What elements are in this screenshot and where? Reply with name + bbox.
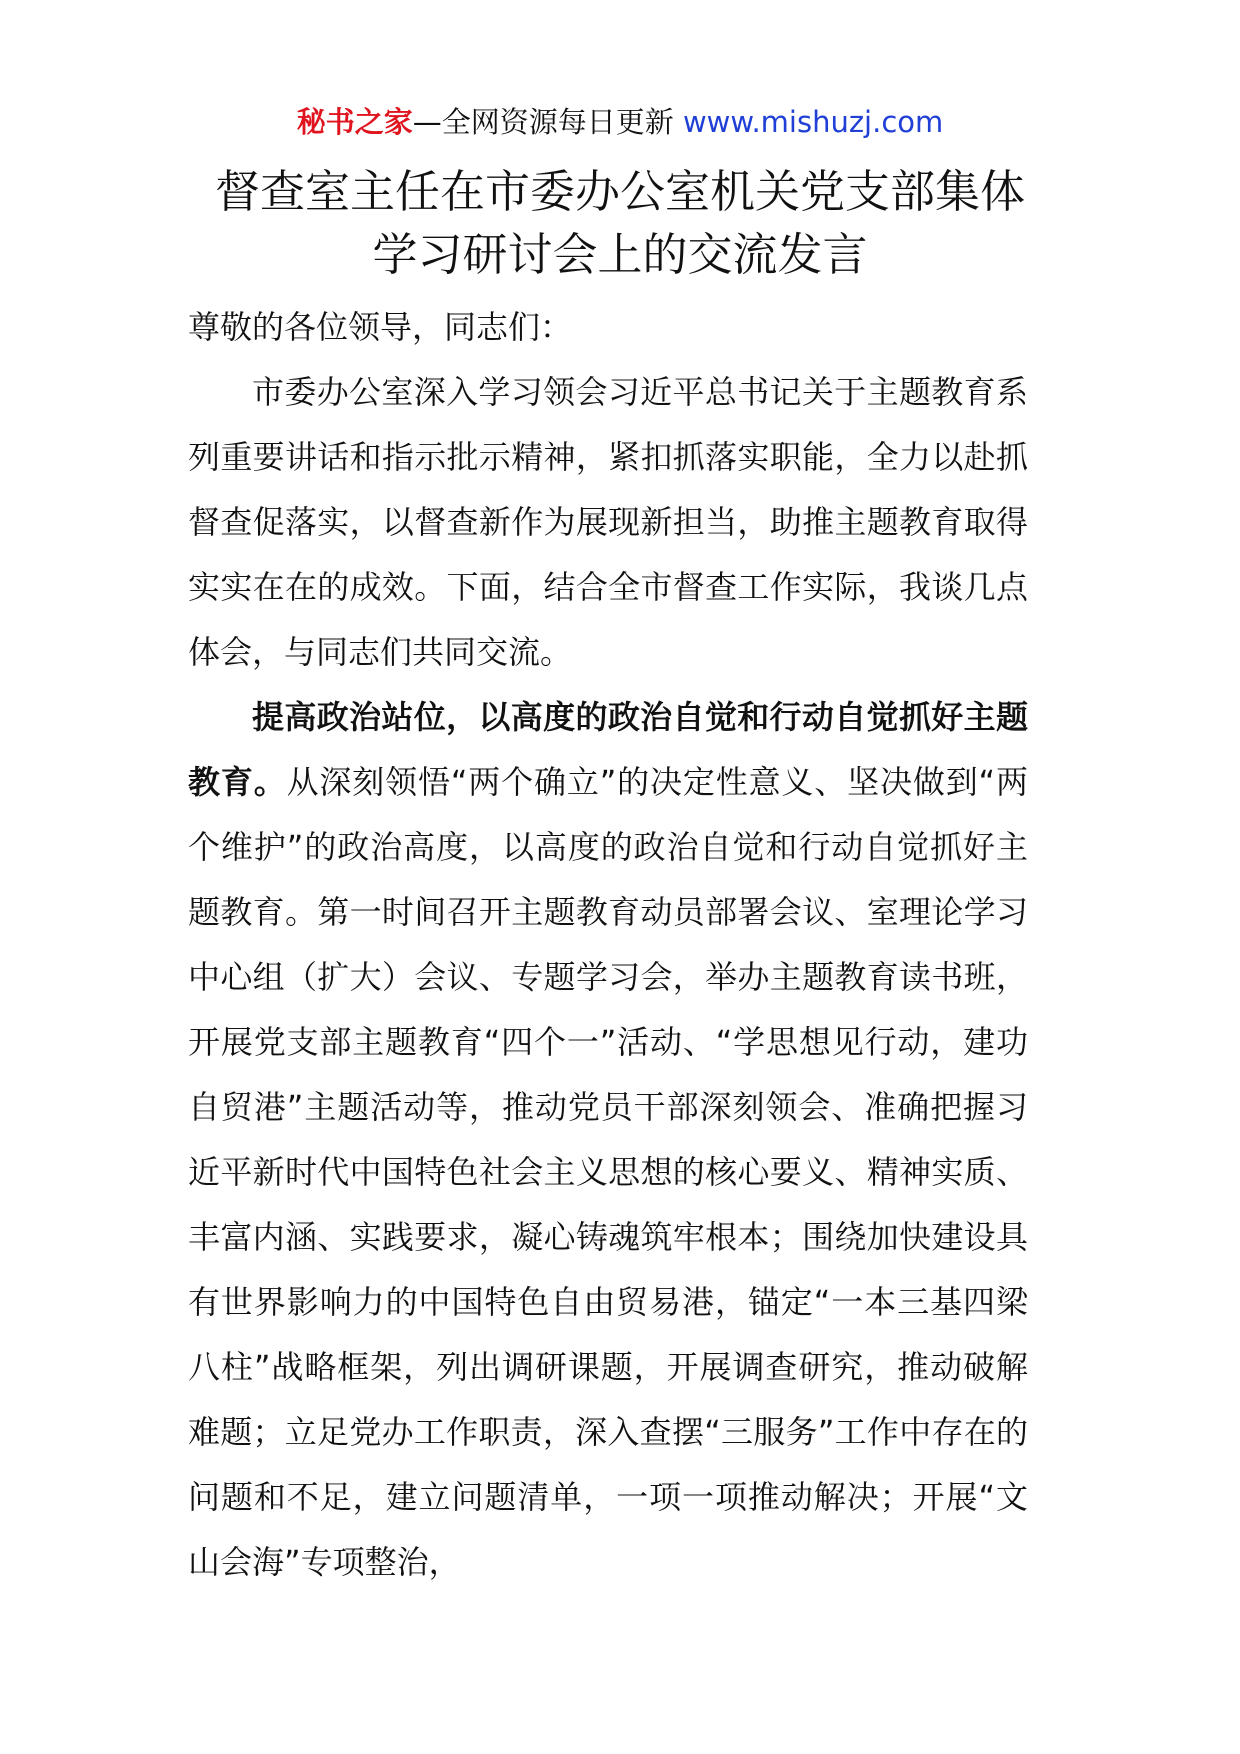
- section-1-heading: 提高政治站位，以高度的政治自觉和行动自觉抓好主题教育。: [188, 698, 1028, 801]
- document-title-line-2: 学习研讨会上的交流发言: [372, 228, 868, 281]
- site-slogan: —全网资源每日更新: [412, 105, 683, 139]
- site-banner: [0, 102, 1240, 142]
- document-title: [150, 160, 1090, 286]
- document-title-line-1: 督查室主任在市委办公室机关党支部集体: [214, 165, 1025, 218]
- intro-paragraph: 市委办公室深入学习领会习近平总书记关于主题教育系列重要讲话和指示批示精神，紧扣抓落实职能，全力以赴抓督查促落实，以督查新作为展现新担当，助推主题教育取得实实在在的成效。下面，结合全市督查工作实际，我谈几点体会，与同志们共同交流。: [188, 373, 1028, 671]
- salutation: 尊敬的各位领导，同志们：: [188, 308, 573, 346]
- document-body: [188, 295, 1028, 1595]
- section-1-paragraph: [188, 685, 1028, 1595]
- site-url-link[interactable]: www.mishuzj.com: [682, 105, 944, 139]
- site-brand: 秘书之家: [296, 105, 413, 139]
- section-1-body: 从深刻领悟“两个确立”的决定性意义、坚决做到“两个维护”的政治高度，以高度的政治自觉和行动自觉抓好主题教育。第一时间召开主题教育动员部署会议、室理论学习中心组（扩大）会议、专题学习会，举办主题教育读书班，开展党支部主题教育“四个一”活动、“学思想见行动，建功自贸港”主题活动等，推动党员干部深刻领会、准确把握习近平新时代中国特色社会主义思想的核心要义、精神实质、丰富内涵、实践要求，凝心铸魂筑牢根本；围绕加快建设具有世界影响力的中国特色自由贸易港，锚定“一本三基四梁八柱”战略框架，列出调研课题，开展调查研究，推动破解难题；立足党办工作职责，深入查摆“三服务”工作中存在的问题和不足，建立问题清单，一项一项推动解决；开展“文山会海”专项整治，: [188, 763, 1028, 1581]
